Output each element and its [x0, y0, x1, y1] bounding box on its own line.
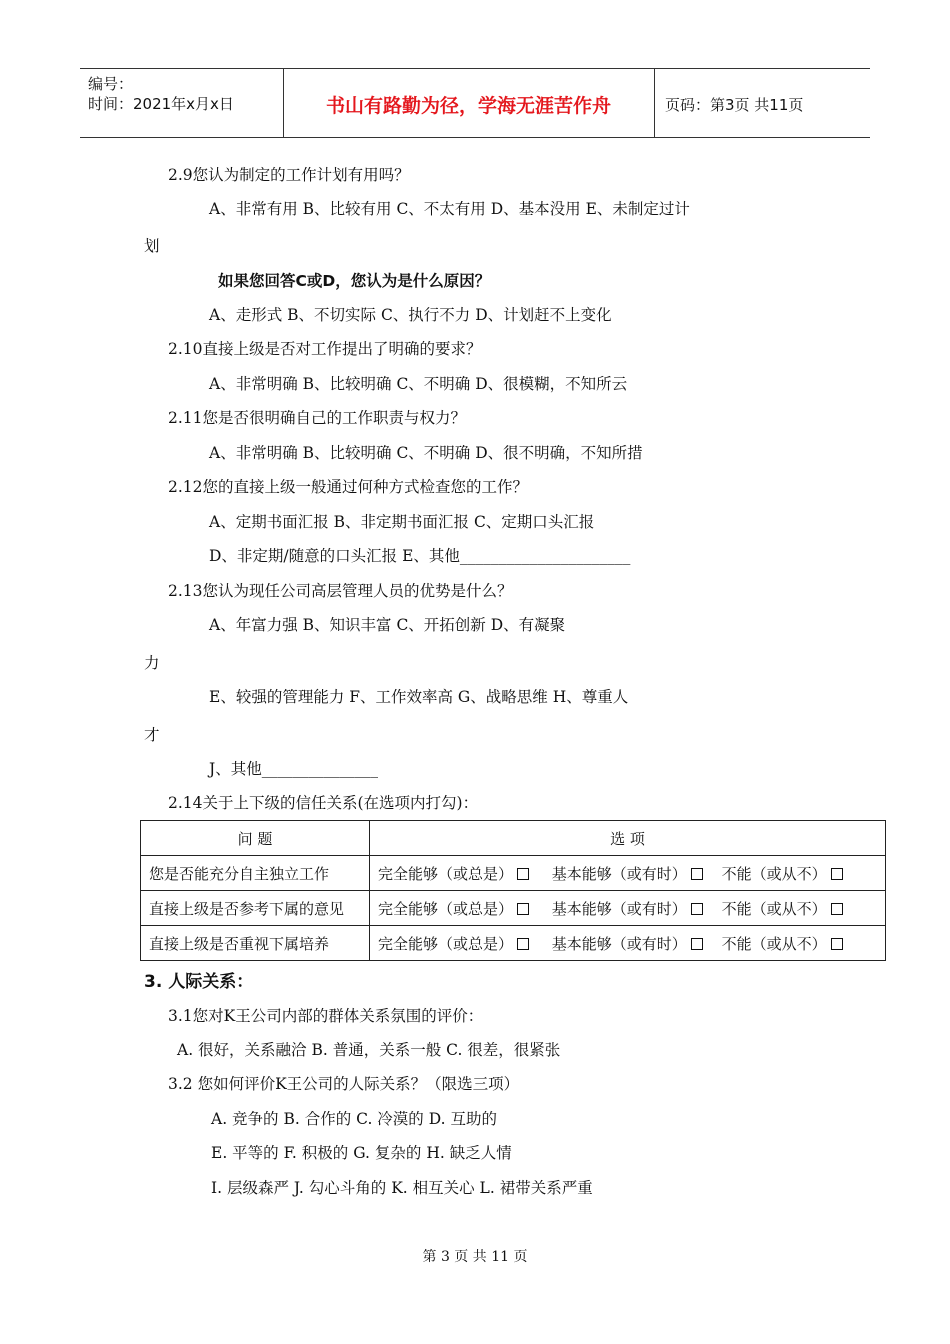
table-row	[141, 856, 886, 891]
checkbox[interactable]	[831, 903, 843, 915]
trust-table	[140, 820, 886, 961]
question-2-14: 2.14关于上下级的信任关系(在选项内打勾)：	[168, 794, 479, 812]
page-header	[80, 68, 870, 138]
checkbox[interactable]	[691, 868, 703, 880]
options-2-13-wrap1: 力	[144, 654, 160, 672]
options-2-9-wrap: 划	[144, 237, 160, 255]
options-2-13-line2: E、较强的管理能力 F、工作效率高 G、战略思维 H、尊重人	[209, 688, 629, 706]
options-2-12-line2: D、非定期/随意的口头汇报 E、其他______________________	[209, 547, 631, 565]
time-label: 时间：2021年x月x日	[88, 95, 234, 113]
followup-options-2-9: A、走形式 B、不切实际 C、执行不力 D、计划赶不上变化	[209, 306, 612, 324]
options-2-13-line1: A、年富力强 B、知识丰富 C、开拓创新 D、有凝聚	[209, 616, 566, 634]
checkbox[interactable]	[831, 868, 843, 880]
question-2-12: 2.12您的直接上级一般通过何种方式检查您的工作？	[168, 478, 529, 496]
number-label: 编号：	[88, 75, 134, 93]
options-3-2-line2: E. 平等的 F. 积极的 G. 复杂的 H. 缺乏人情	[211, 1144, 512, 1162]
page-label: 页码：第3页 共11页	[665, 96, 804, 114]
checkbox[interactable]	[831, 938, 843, 950]
checkbox[interactable]	[691, 903, 703, 915]
option-sometimes: 基本能够（或有时）	[551, 934, 687, 953]
table-header-row	[141, 821, 886, 856]
question-2-9: 2.9您认为制定的工作计划有用吗？	[168, 166, 410, 184]
checkbox[interactable]	[691, 938, 703, 950]
options-2-10: A、非常明确 B、比较明确 C、不明确 D、很模糊，不知所云	[209, 375, 628, 393]
options-2-11: A、非常明确 B、比较明确 C、不明确 D、很不明确，不知所措	[209, 444, 643, 462]
row-question: 直接上级是否重视下属培养	[141, 926, 370, 961]
section-3-title: 3. 人际关系：	[144, 972, 254, 992]
row-options	[370, 856, 886, 891]
option-sometimes: 基本能够（或有时）	[551, 864, 687, 883]
checkbox[interactable]	[517, 938, 529, 950]
question-2-11: 2.11您是否很明确自己的工作职责与权力？	[168, 409, 467, 427]
checkbox[interactable]	[517, 903, 529, 915]
option-sometimes: 基本能够（或有时）	[551, 899, 687, 918]
options-2-9: A、非常有用 B、比较有用 C、不太有用 D、基本没用 E、未制定过计	[209, 200, 690, 218]
header-meta-cell	[80, 69, 284, 137]
options-2-12-line1: A、定期书面汇报 B、非定期书面汇报 C、定期口头汇报	[209, 513, 595, 531]
option-always: 完全能够（或总是）	[378, 899, 514, 918]
col-options-header: 选 项	[370, 821, 886, 856]
option-never: 不能（或从不）	[721, 934, 827, 953]
options-3-1: A. 很好，关系融洽 B. 普通，关系一般 C. 很差，很紧张	[177, 1041, 561, 1059]
options-3-2-line1: A. 竞争的 B. 合作的 C. 冷漠的 D. 互助的	[211, 1110, 497, 1128]
option-always: 完全能够（或总是）	[378, 864, 514, 883]
motto: 书山有路勤为径，学海无涯苦作舟	[325, 95, 611, 117]
options-2-13-line3: J、其他_______________	[209, 760, 378, 778]
checkbox[interactable]	[517, 868, 529, 880]
table-row	[141, 891, 886, 926]
row-question: 直接上级是否参考下属的意见	[141, 891, 370, 926]
row-question: 您是否能充分自主独立工作	[141, 856, 370, 891]
options-3-2-line3: I. 层级森严 J. 勾心斗角的 K. 相互关心 L. 裙带关系严重	[211, 1179, 593, 1197]
page-footer: 第 3 页 共 11 页	[422, 1249, 528, 1265]
header-motto-cell	[283, 69, 655, 137]
table-row	[141, 926, 886, 961]
question-3-2: 3.2 您如何评价K王公司的人际关系？（限选三项）	[168, 1075, 520, 1093]
col-question-header: 问 题	[141, 821, 370, 856]
followup-2-9: 如果您回答C或D，您认为是什么原因？	[218, 272, 491, 290]
option-always: 完全能够（或总是）	[378, 934, 514, 953]
option-never: 不能（或从不）	[721, 899, 827, 918]
question-3-1: 3.1您对K王公司内部的群体关系氛围的评价：	[168, 1007, 484, 1025]
option-never: 不能（或从不）	[721, 864, 827, 883]
question-2-10: 2.10直接上级是否对工作提出了明确的要求？	[168, 340, 482, 358]
row-options	[370, 891, 886, 926]
question-2-13: 2.13您认为现任公司高层管理人员的优势是什么？	[168, 582, 513, 600]
options-2-13-wrap2: 才	[144, 726, 160, 744]
row-options	[370, 926, 886, 961]
